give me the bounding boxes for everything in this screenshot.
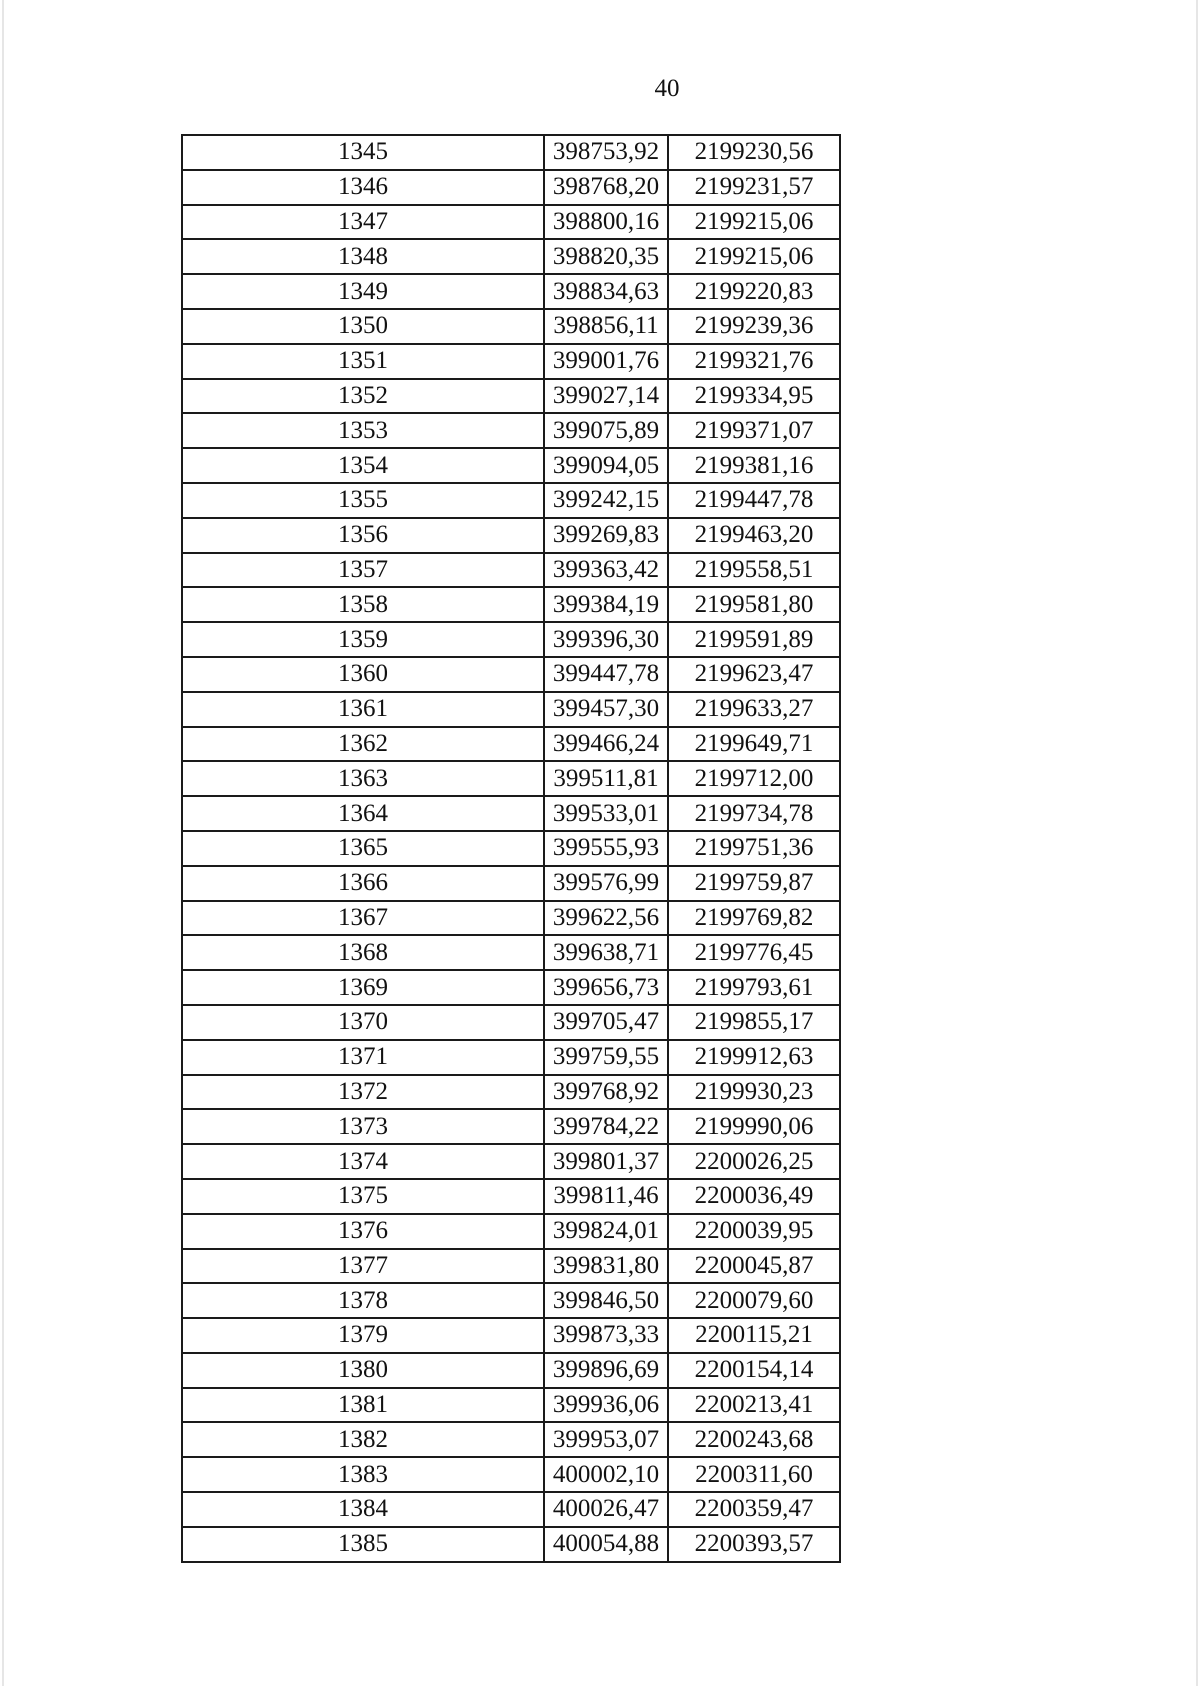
point-number-cell: 1378 — [182, 1283, 544, 1318]
x-coordinate-cell: 399784,22 — [544, 1109, 668, 1144]
point-number-cell: 1371 — [182, 1040, 544, 1075]
point-number-cell: 1380 — [182, 1353, 544, 1388]
x-coordinate-cell: 399242,15 — [544, 483, 668, 518]
table-row — [182, 727, 840, 762]
table-row — [182, 1005, 840, 1040]
x-coordinate-cell: 399511,81 — [544, 761, 668, 796]
point-number-cell: 1353 — [182, 413, 544, 448]
point-number-cell: 1349 — [182, 274, 544, 309]
x-coordinate-cell: 399075,89 — [544, 413, 668, 448]
point-number-cell: 1359 — [182, 622, 544, 657]
y-coordinate-cell: 2200243,68 — [668, 1422, 840, 1457]
x-coordinate-cell: 399638,71 — [544, 935, 668, 970]
table-row — [182, 1422, 840, 1457]
point-number-cell: 1346 — [182, 170, 544, 205]
x-coordinate-cell: 399953,07 — [544, 1422, 668, 1457]
point-number-cell: 1347 — [182, 205, 544, 240]
y-coordinate-cell: 2199463,20 — [668, 518, 840, 553]
y-coordinate-cell: 2199447,78 — [668, 483, 840, 518]
x-coordinate-cell: 400054,88 — [544, 1527, 668, 1562]
x-coordinate-cell: 398834,63 — [544, 274, 668, 309]
x-coordinate-cell: 398820,35 — [544, 239, 668, 274]
y-coordinate-cell: 2199734,78 — [668, 796, 840, 831]
table-row — [182, 309, 840, 344]
point-number-cell: 1368 — [182, 935, 544, 970]
y-coordinate-cell: 2199623,47 — [668, 657, 840, 692]
page-edge-left — [2, 0, 4, 1686]
x-coordinate-cell: 398800,16 — [544, 205, 668, 240]
y-coordinate-cell: 2199712,00 — [668, 761, 840, 796]
table-row — [182, 1179, 840, 1214]
table-row — [182, 866, 840, 901]
y-coordinate-cell: 2199215,06 — [668, 205, 840, 240]
table-row — [182, 761, 840, 796]
y-coordinate-cell: 2199334,95 — [668, 379, 840, 414]
table-row — [182, 587, 840, 622]
x-coordinate-cell: 399936,06 — [544, 1388, 668, 1423]
x-coordinate-cell: 399622,56 — [544, 901, 668, 936]
table-row — [182, 1144, 840, 1179]
y-coordinate-cell: 2199769,82 — [668, 901, 840, 936]
y-coordinate-cell: 2200115,21 — [668, 1318, 840, 1353]
table-row — [182, 1109, 840, 1144]
x-coordinate-cell: 399269,83 — [544, 518, 668, 553]
y-coordinate-cell: 2199855,17 — [668, 1005, 840, 1040]
y-coordinate-cell: 2199558,51 — [668, 553, 840, 588]
point-number-cell: 1351 — [182, 344, 544, 379]
table-row — [182, 170, 840, 205]
table-row — [182, 135, 840, 170]
point-number-cell: 1356 — [182, 518, 544, 553]
table-row — [182, 1249, 840, 1284]
y-coordinate-cell: 2199231,57 — [668, 170, 840, 205]
y-coordinate-cell: 2200311,60 — [668, 1457, 840, 1492]
y-coordinate-cell: 2200039,95 — [668, 1214, 840, 1249]
point-number-cell: 1374 — [182, 1144, 544, 1179]
table-row — [182, 239, 840, 274]
x-coordinate-cell: 399396,30 — [544, 622, 668, 657]
point-number-cell: 1383 — [182, 1457, 544, 1492]
point-number-cell: 1365 — [182, 831, 544, 866]
point-number-cell: 1381 — [182, 1388, 544, 1423]
y-coordinate-cell: 2199591,89 — [668, 622, 840, 657]
y-coordinate-cell: 2200045,87 — [668, 1249, 840, 1284]
x-coordinate-cell: 399094,05 — [544, 448, 668, 483]
x-coordinate-cell: 399656,73 — [544, 970, 668, 1005]
table-row — [182, 1214, 840, 1249]
point-number-cell: 1362 — [182, 727, 544, 762]
table-row — [182, 1527, 840, 1562]
point-number-cell: 1372 — [182, 1075, 544, 1110]
x-coordinate-cell: 399831,80 — [544, 1249, 668, 1284]
x-coordinate-cell: 399759,55 — [544, 1040, 668, 1075]
x-coordinate-cell: 399801,37 — [544, 1144, 668, 1179]
table-row — [182, 831, 840, 866]
point-number-cell: 1364 — [182, 796, 544, 831]
table-row — [182, 1283, 840, 1318]
y-coordinate-cell: 2199239,36 — [668, 309, 840, 344]
y-coordinate-cell: 2199930,23 — [668, 1075, 840, 1110]
point-number-cell: 1376 — [182, 1214, 544, 1249]
x-coordinate-cell: 399824,01 — [544, 1214, 668, 1249]
table-row — [182, 657, 840, 692]
y-coordinate-cell: 2200154,14 — [668, 1353, 840, 1388]
y-coordinate-cell: 2200213,41 — [668, 1388, 840, 1423]
y-coordinate-cell: 2199633,27 — [668, 692, 840, 727]
x-coordinate-cell: 399001,76 — [544, 344, 668, 379]
y-coordinate-cell: 2199990,06 — [668, 1109, 840, 1144]
point-number-cell: 1363 — [182, 761, 544, 796]
point-number-cell: 1370 — [182, 1005, 544, 1040]
point-number-cell: 1367 — [182, 901, 544, 936]
y-coordinate-cell: 2199220,83 — [668, 274, 840, 309]
x-coordinate-cell: 399705,47 — [544, 1005, 668, 1040]
x-coordinate-cell: 399896,69 — [544, 1353, 668, 1388]
table-row — [182, 274, 840, 309]
table-row — [182, 553, 840, 588]
table-row — [182, 1492, 840, 1527]
x-coordinate-cell: 399576,99 — [544, 866, 668, 901]
y-coordinate-cell: 2199912,63 — [668, 1040, 840, 1075]
y-coordinate-cell: 2199321,76 — [668, 344, 840, 379]
x-coordinate-cell: 399363,42 — [544, 553, 668, 588]
y-coordinate-cell: 2199215,06 — [668, 239, 840, 274]
table-row — [182, 692, 840, 727]
x-coordinate-cell: 400026,47 — [544, 1492, 668, 1527]
page-number: 40 — [654, 75, 680, 102]
table-row — [182, 1388, 840, 1423]
table-row — [182, 1040, 840, 1075]
table-row — [182, 796, 840, 831]
table-row — [182, 379, 840, 414]
y-coordinate-cell: 2200079,60 — [668, 1283, 840, 1318]
y-coordinate-cell: 2200359,47 — [668, 1492, 840, 1527]
point-number-cell: 1358 — [182, 587, 544, 622]
point-number-cell: 1348 — [182, 239, 544, 274]
point-number-cell: 1350 — [182, 309, 544, 344]
point-number-cell: 1382 — [182, 1422, 544, 1457]
table-row — [182, 970, 840, 1005]
y-coordinate-cell: 2199776,45 — [668, 935, 840, 970]
point-number-cell: 1375 — [182, 1179, 544, 1214]
y-coordinate-cell: 2199649,71 — [668, 727, 840, 762]
x-coordinate-cell: 399873,33 — [544, 1318, 668, 1353]
x-coordinate-cell: 398856,11 — [544, 309, 668, 344]
point-number-cell: 1369 — [182, 970, 544, 1005]
table-row — [182, 1318, 840, 1353]
y-coordinate-cell: 2200393,57 — [668, 1527, 840, 1562]
x-coordinate-cell: 399027,14 — [544, 379, 668, 414]
table-row — [182, 483, 840, 518]
point-number-cell: 1385 — [182, 1527, 544, 1562]
y-coordinate-cell: 2199230,56 — [668, 135, 840, 170]
x-coordinate-cell: 398753,92 — [544, 135, 668, 170]
point-number-cell: 1360 — [182, 657, 544, 692]
x-coordinate-cell: 398768,20 — [544, 170, 668, 205]
y-coordinate-cell: 2199793,61 — [668, 970, 840, 1005]
y-coordinate-cell: 2199371,07 — [668, 413, 840, 448]
table-row — [182, 1075, 840, 1110]
table-row — [182, 935, 840, 970]
x-coordinate-cell: 399555,93 — [544, 831, 668, 866]
point-number-cell: 1366 — [182, 866, 544, 901]
point-number-cell: 1361 — [182, 692, 544, 727]
table-row — [182, 344, 840, 379]
point-number-cell: 1352 — [182, 379, 544, 414]
table-row — [182, 518, 840, 553]
y-coordinate-cell: 2200026,25 — [668, 1144, 840, 1179]
x-coordinate-cell: 399811,46 — [544, 1179, 668, 1214]
point-number-cell: 1379 — [182, 1318, 544, 1353]
point-number-cell: 1355 — [182, 483, 544, 518]
point-number-cell: 1345 — [182, 135, 544, 170]
page-edge-right — [1196, 0, 1198, 1686]
point-number-cell: 1354 — [182, 448, 544, 483]
coordinates-table-body — [182, 135, 840, 1562]
table-row — [182, 901, 840, 936]
table-row — [182, 205, 840, 240]
x-coordinate-cell: 399384,19 — [544, 587, 668, 622]
x-coordinate-cell: 399533,01 — [544, 796, 668, 831]
table-row — [182, 622, 840, 657]
x-coordinate-cell: 399768,92 — [544, 1075, 668, 1110]
point-number-cell: 1384 — [182, 1492, 544, 1527]
point-number-cell: 1373 — [182, 1109, 544, 1144]
y-coordinate-cell: 2199751,36 — [668, 831, 840, 866]
table-row — [182, 448, 840, 483]
x-coordinate-cell: 399457,30 — [544, 692, 668, 727]
y-coordinate-cell: 2199581,80 — [668, 587, 840, 622]
table-row — [182, 413, 840, 448]
x-coordinate-cell: 399846,50 — [544, 1283, 668, 1318]
table-row — [182, 1353, 840, 1388]
point-number-cell: 1377 — [182, 1249, 544, 1284]
x-coordinate-cell: 399466,24 — [544, 727, 668, 762]
x-coordinate-cell: 399447,78 — [544, 657, 668, 692]
x-coordinate-cell: 400002,10 — [544, 1457, 668, 1492]
coordinates-table — [181, 134, 841, 1563]
y-coordinate-cell: 2199381,16 — [668, 448, 840, 483]
table-row — [182, 1457, 840, 1492]
y-coordinate-cell: 2200036,49 — [668, 1179, 840, 1214]
point-number-cell: 1357 — [182, 553, 544, 588]
y-coordinate-cell: 2199759,87 — [668, 866, 840, 901]
